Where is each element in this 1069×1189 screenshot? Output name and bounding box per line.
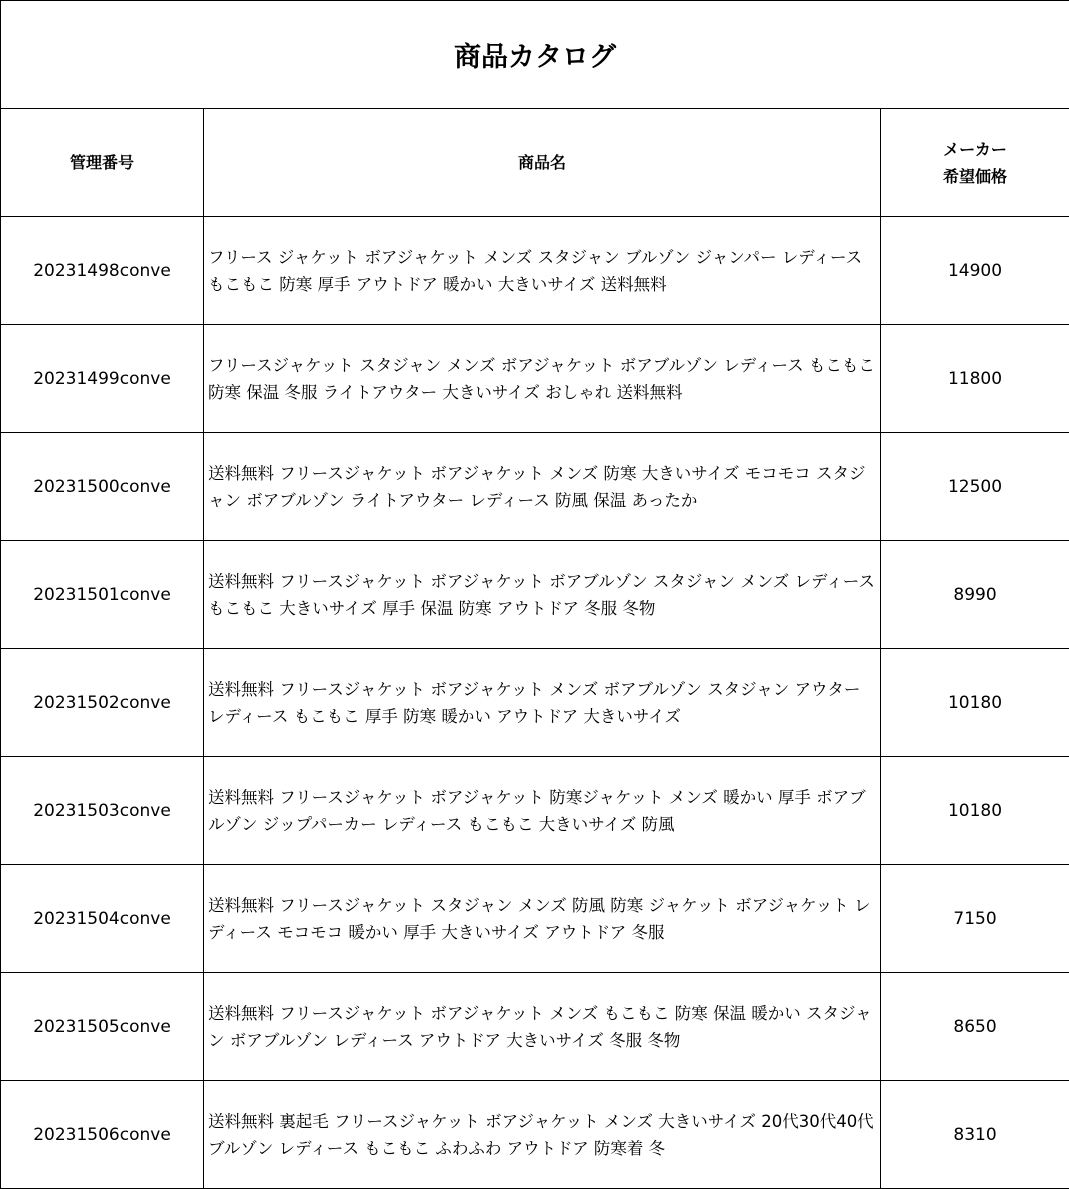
cell-name: 送料無料 フリースジャケット ボアジャケット 防寒ジャケット メンズ 暖かい 厚手 ボアブルゾン ジップパーカー レディース もこもこ 大きいサイズ 防風 [204,757,881,865]
table-row [1,649,1069,757]
cell-name: フリース ジャケット ボアジャケット メンズ スタジャン ブルゾン ジャンパー レディース もこもこ 防寒 厚手 アウトドア 暖かい 大きいサイズ 送料無料 [204,217,881,325]
table-row [1,217,1069,325]
cell-price: 8310 [881,1081,1069,1189]
cell-id: 20231503conve [1,757,204,865]
catalog-title: 商品カタログ [1,1,1069,109]
cell-id: 20231500conve [1,433,204,541]
table-row [1,757,1069,865]
cell-price: 7150 [881,865,1069,973]
cell-price: 14900 [881,217,1069,325]
cell-price: 12500 [881,433,1069,541]
header-price [881,109,1069,217]
header-id: 管理番号 [1,109,204,217]
table-row [1,1081,1069,1189]
header-row [1,109,1069,217]
table-row [1,973,1069,1081]
table-row [1,325,1069,433]
cell-name: 送料無料 フリースジャケット ボアジャケット メンズ もこもこ 防寒 保温 暖かい スタジャン ボアブルゾン レディース アウトドア 大きいサイズ 冬服 冬物 [204,973,881,1081]
cell-id: 20231504conve [1,865,204,973]
cell-id: 20231501conve [1,541,204,649]
cell-id: 20231502conve [1,649,204,757]
cell-name: 送料無料 フリースジャケット ボアジャケット メンズ ボアブルゾン スタジャン アウター レディース もこもこ 厚手 防寒 暖かい アウトドア 大きいサイズ [204,649,881,757]
header-price-line1: メーカー [943,139,1007,159]
cell-id: 20231499conve [1,325,204,433]
cell-price: 8650 [881,973,1069,1081]
cell-name: 送料無料 フリースジャケット ボアジャケット ボアブルゾン スタジャン メンズ レディース もこもこ 大きいサイズ 厚手 保温 防寒 アウトドア 冬服 冬物 [204,541,881,649]
cell-name: フリースジャケット スタジャン メンズ ボアジャケット ボアブルゾン レディース もこもこ 防寒 保温 冬服 ライトアウター 大きいサイズ おしゃれ 送料無料 [204,325,881,433]
cell-price: 8990 [881,541,1069,649]
cell-price: 11800 [881,325,1069,433]
cell-name: 送料無料 フリースジャケット ボアジャケット メンズ 防寒 大きいサイズ モコモコ スタジャン ボアブルゾン ライトアウター レディース 防風 保温 あったか [204,433,881,541]
cell-id: 20231498conve [1,217,204,325]
header-price-line2: 希望価格 [943,166,1008,186]
header-name: 商品名 [204,109,881,217]
cell-id: 20231505conve [1,973,204,1081]
cell-name: 送料無料 裏起毛 フリースジャケット ボアジャケット メンズ 大きいサイズ 20代30代40代 ブルゾン レディース もこもこ ふわふわ アウトドア 防寒着 冬 [204,1081,881,1189]
cell-price: 10180 [881,757,1069,865]
table-row [1,541,1069,649]
cell-price: 10180 [881,649,1069,757]
table-row [1,433,1069,541]
cell-name: 送料無料 フリースジャケット スタジャン メンズ 防風 防寒 ジャケット ボアジャケット レディース モコモコ 暖かい 厚手 大きいサイズ アウトドア 冬服 [204,865,881,973]
cell-id: 20231506conve [1,1081,204,1189]
table-row [1,865,1069,973]
